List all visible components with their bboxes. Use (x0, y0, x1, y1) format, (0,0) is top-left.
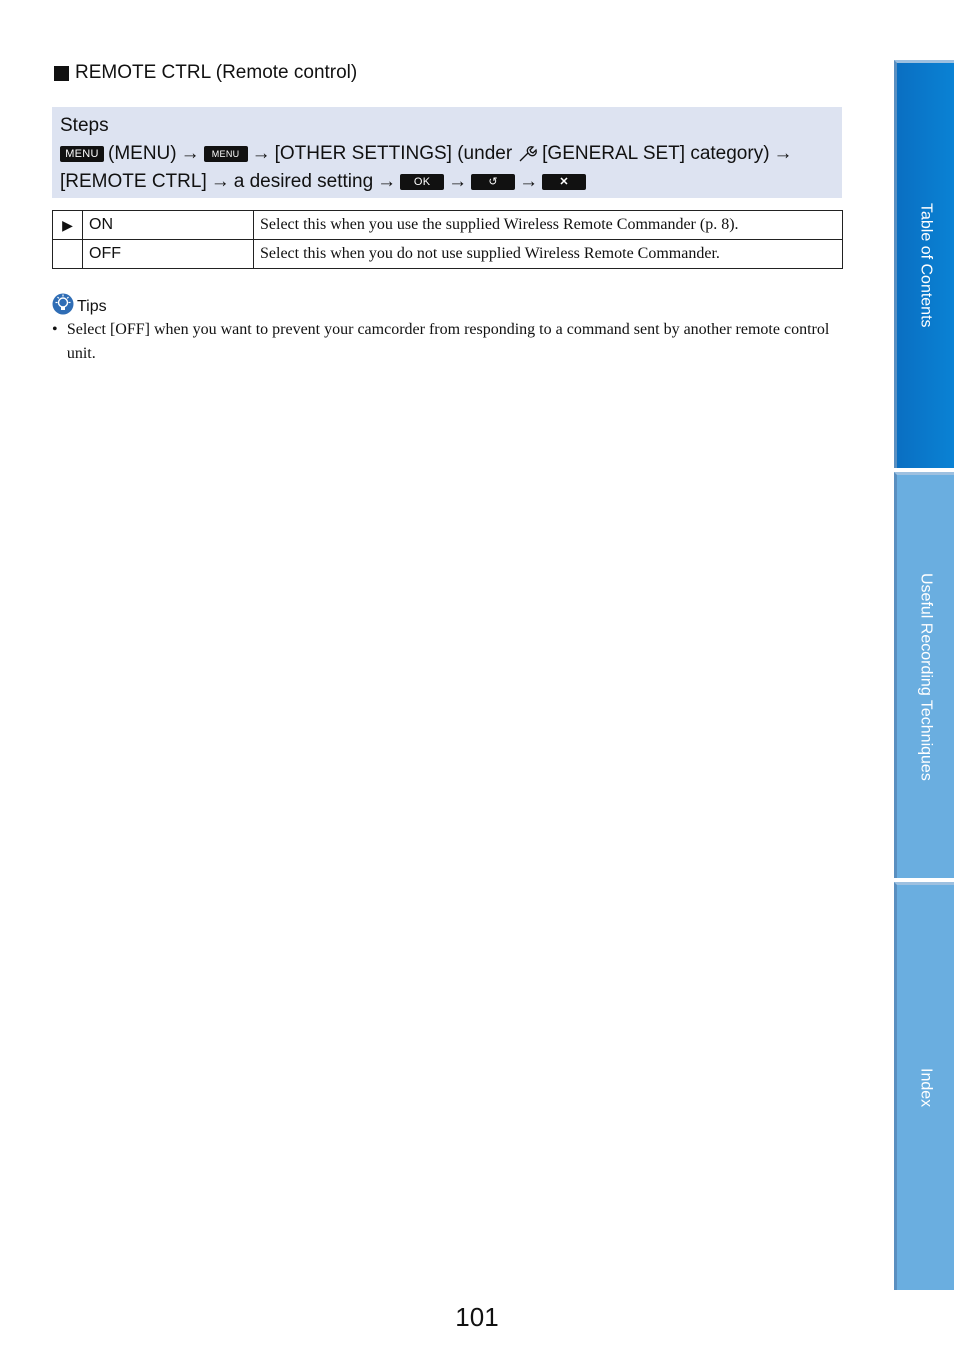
tab-index[interactable] (894, 882, 954, 1290)
steps-line-1 (60, 140, 834, 168)
option-label: OFF (83, 240, 254, 269)
tab-table-of-contents[interactable] (894, 60, 954, 468)
option-label: ON (83, 211, 254, 240)
steps-line-2 (60, 168, 834, 196)
list-item (52, 318, 844, 366)
steps-box (52, 107, 842, 198)
option-description: Select this when you use the supplied Wireless Remote Commander (p. 8). (254, 211, 843, 240)
marker-cell (53, 240, 83, 269)
tips-heading (52, 293, 107, 320)
arrow-icon: → (210, 171, 230, 192)
desired-setting-text: a desired setting (233, 171, 374, 192)
sidebar-nav (894, 60, 954, 1290)
bullet-icon: • (52, 321, 58, 338)
square-bullet-icon (54, 66, 69, 81)
table-row (53, 211, 843, 240)
menu-tab-icon: MENU (204, 146, 248, 162)
arrow-icon: → (773, 143, 793, 164)
arrow-icon: → (251, 143, 271, 164)
tips-list (52, 318, 844, 366)
settings-table (52, 210, 843, 269)
section-title: REMOTE CTRL (Remote control) (75, 62, 358, 83)
tab-useful-recording-techniques[interactable] (894, 472, 954, 878)
page-number: 101 (455, 1302, 499, 1332)
table-row (53, 240, 843, 269)
arrow-icon: → (448, 171, 468, 192)
menu-button-icon: MENU (60, 146, 104, 162)
arrow-icon: → (180, 143, 200, 164)
wrench-icon (516, 143, 538, 165)
default-marker-icon: ▶ (53, 211, 83, 240)
tab-label: Table of Contents (917, 203, 935, 328)
close-button-icon: ✕ (542, 174, 586, 190)
tab-label: Index (917, 1067, 935, 1108)
ok-button-icon: OK (400, 174, 444, 190)
other-settings-text: [OTHER SETTINGS] (under (274, 143, 513, 164)
option-description: Select this when you do not use supplied Wireless Remote Commander. (254, 240, 843, 269)
menu-text: (MENU) (108, 143, 177, 164)
section-heading (54, 62, 357, 84)
back-button-icon: ↺ (471, 174, 515, 190)
lightbulb-icon (52, 293, 74, 320)
arrow-icon: → (519, 171, 539, 192)
arrow-icon: → (377, 171, 397, 192)
general-set-text: [GENERAL SET] category) (542, 143, 770, 164)
tips-label: Tips (77, 297, 107, 315)
steps-title: Steps (60, 115, 109, 136)
tip-text: Select [OFF] when you want to prevent your camcorder from responding to a command sent by another remote control unit. (66, 321, 830, 362)
remote-ctrl-text: [REMOTE CTRL] (60, 171, 207, 192)
tab-label: Useful Recording Techniques (917, 572, 935, 781)
